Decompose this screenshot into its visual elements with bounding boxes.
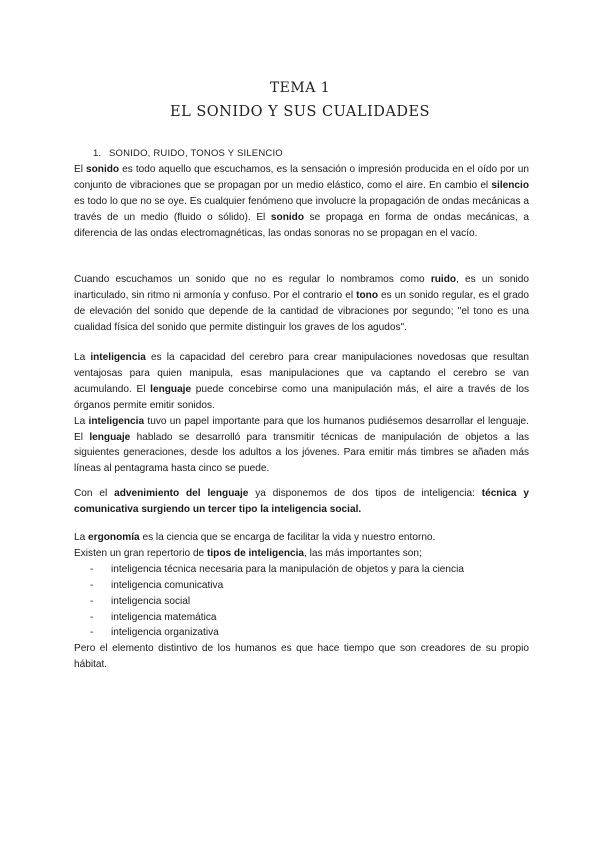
term-tipos-inteligencia: tipos de inteligencia bbox=[206, 547, 305, 559]
text-run: Con el bbox=[74, 488, 115, 499]
list-item: - inteligencia comunicativa bbox=[74, 578, 529, 594]
term-ruido: ruido bbox=[430, 274, 457, 285]
text-run: es todo aquello que escuchamos, es la sensación o impresión producida en el oído por un conjunto de vibraciones que se propagan por un medio elástico, como el aire. En cambio el bbox=[74, 164, 529, 191]
list-item: - inteligencia organizativa bbox=[74, 625, 529, 641]
term-sonido: sonido bbox=[270, 211, 305, 223]
document-subtitle: EL SONIDO Y SUS CUALIDADES bbox=[170, 104, 430, 120]
term-inteligencia: inteligencia bbox=[90, 352, 146, 363]
list-item: - inteligencia social bbox=[74, 594, 529, 610]
term-sonido: sonido bbox=[86, 164, 120, 175]
text-run: tuvo un papel importante para que los humanos pudiésemos desarrollar el lenguaje. El bbox=[74, 415, 529, 443]
text-run: Existen un gran repertorio de bbox=[74, 547, 207, 559]
section-heading-text: SONIDO, RUIDO, TONOS Y SILENCIO bbox=[109, 148, 283, 159]
text-run: es un sonido regular, es el grado de elevación del sonido que depende de la cantidad de vibraciones por segundo; "el tono es una cualidad física del sonido que permite distinguir los graves de los agudos". bbox=[74, 289, 530, 333]
text-run: puede concebirse como una manipulación más, el aire a través de los órganos permite emitir sonidos. bbox=[74, 383, 530, 411]
term-tono: tono bbox=[356, 289, 378, 301]
term-inteligencia: inteligencia bbox=[88, 415, 145, 427]
text-run: El bbox=[74, 164, 87, 175]
text-run: La bbox=[74, 415, 89, 427]
section-number: 1. bbox=[93, 148, 102, 159]
list-item: - inteligencia matemática bbox=[74, 610, 529, 626]
paragraph-ruido-tono bbox=[74, 272, 529, 336]
text-run: ya disponemos de dos tipos de inteligencia: bbox=[248, 488, 482, 499]
section-heading bbox=[93, 148, 283, 159]
document-title: TEMA 1 bbox=[269, 80, 331, 96]
paragraph-ergonomia bbox=[74, 530, 529, 673]
text-run: se propaga en forma de ondas mecánicas, a diferencia de las ondas electromagnéticas, las ondas sonoras no se propagan en el vacío. bbox=[74, 211, 529, 239]
list-item: - inteligencia técnica necesaria para la manipulación de objetos y para la ciencia bbox=[74, 562, 529, 578]
term-tipos: técnica y comunicativa surgiendo un tercer tipo la inteligencia social. bbox=[74, 488, 529, 515]
term-lenguaje: lenguaje bbox=[89, 431, 131, 443]
text-run: , es un sonido inarticulado, sin ritmo ni armonía y confuso. Por el contrario el bbox=[74, 274, 529, 301]
text-run: es la ciencia que se encarga de facilitar la vida y nuestro entorno. bbox=[139, 532, 436, 543]
text-run: Cuando escuchamos un sonido que no es regular lo nombramos como bbox=[74, 274, 431, 285]
term-advenimiento: advenimiento del lenguaje bbox=[114, 488, 249, 499]
text-run: La bbox=[74, 532, 89, 543]
term-ergonomia: ergonomía bbox=[88, 532, 140, 543]
term-lenguaje: lenguaje bbox=[150, 383, 192, 395]
text-run: La bbox=[74, 352, 91, 363]
text-run: es la capacidad del cerebro para crear manipulaciones novedosas que resultan ventajosas para quien manipula, esas manipulaciones que va captando el cerebro se van acumulando. El bbox=[74, 352, 529, 395]
intelligence-list bbox=[74, 562, 529, 642]
paragraph-advenimiento bbox=[74, 486, 529, 518]
closing-paragraph: Pero el elemento distintivo de los humanos es que hace tiempo que son creadores de su propio hábitat. bbox=[74, 643, 529, 671]
text-run: es todo lo que no se oye. Es cualquier fenómeno que involucre la propagación de ondas mecánicas a través de un medio (fluido o sólido). El bbox=[74, 195, 529, 223]
paragraph-sonido bbox=[74, 162, 529, 242]
paragraph-inteligencia bbox=[74, 350, 529, 477]
text-run: hablado se desarrolló para transmitir técnicas de manipulación de objetos a las siguientes generaciones, desde los adultos a los jóvenes. Para emitir más timbres se añaden más líneas al pentagrama hasta cinco se puede. bbox=[74, 431, 530, 475]
term-silencio: silencio bbox=[491, 179, 529, 191]
text-run: , las más importantes son; bbox=[304, 547, 422, 559]
